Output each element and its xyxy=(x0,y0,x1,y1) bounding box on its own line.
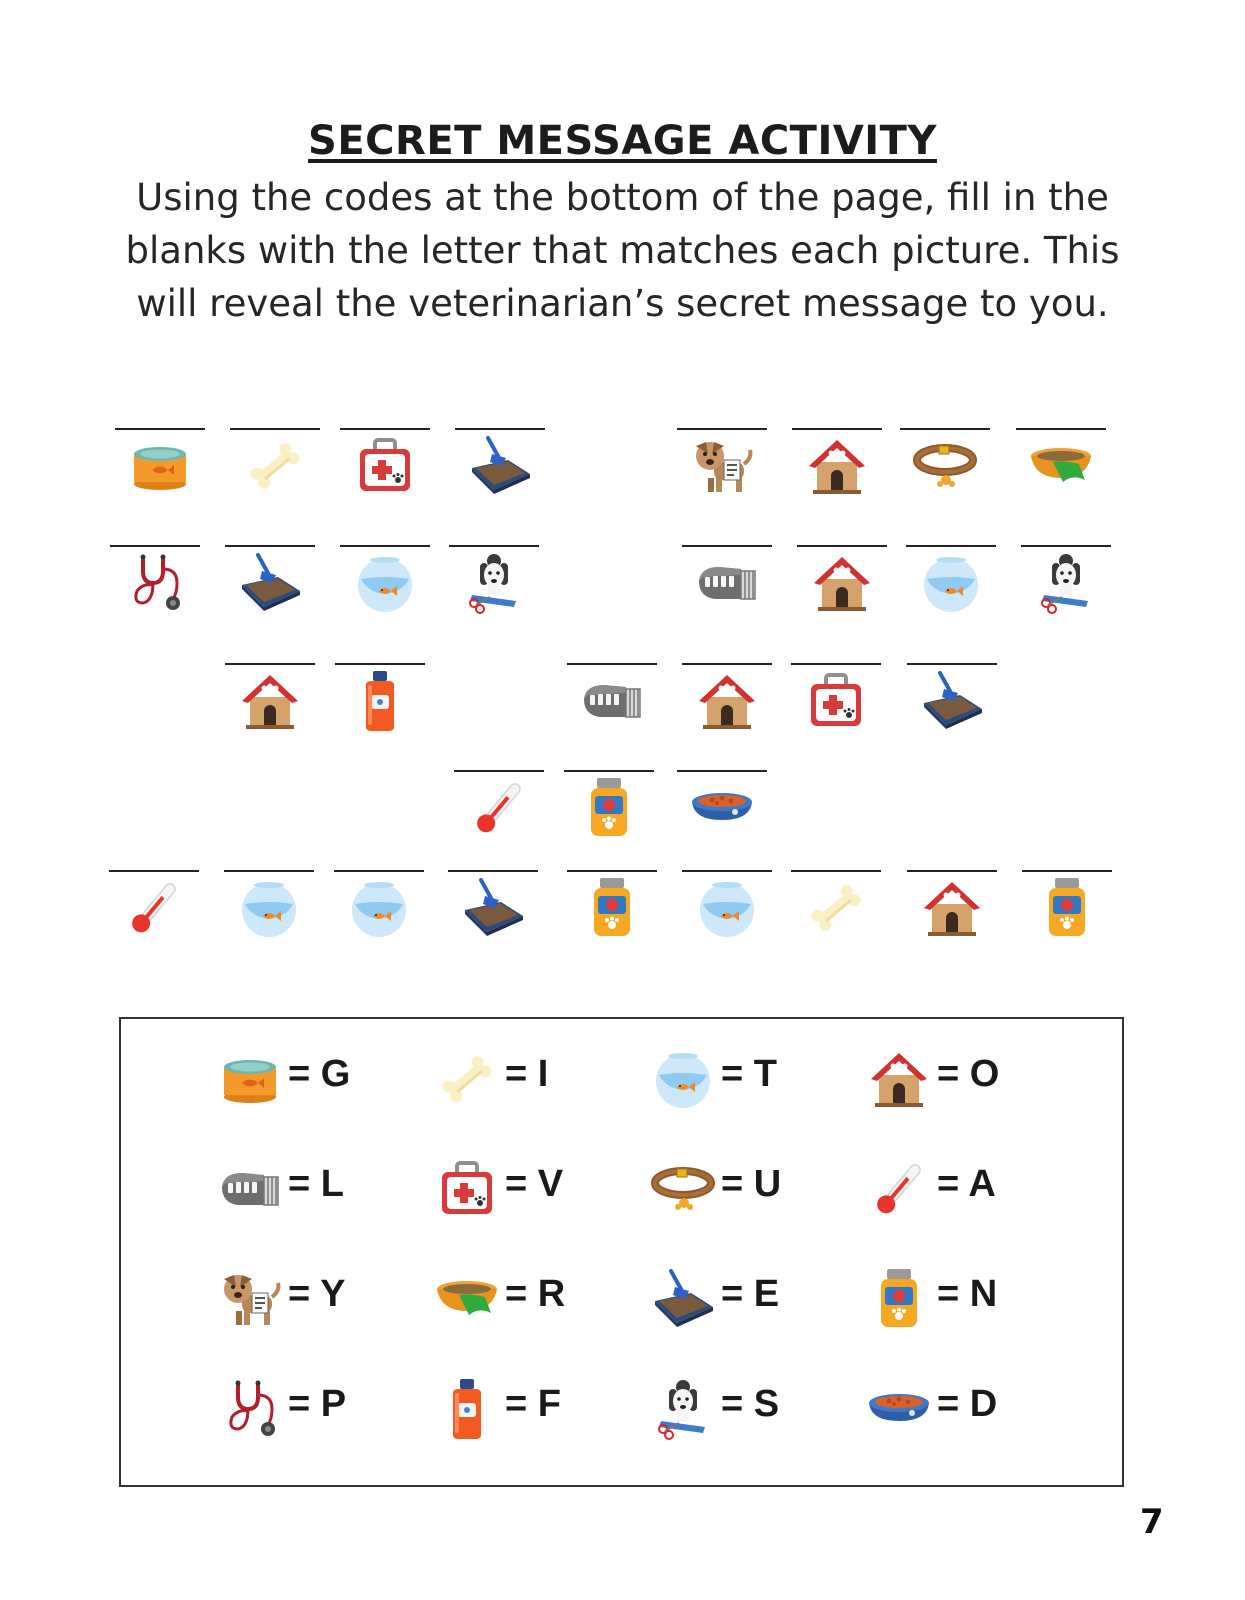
answer-line[interactable] xyxy=(682,663,772,665)
answer-line[interactable] xyxy=(791,663,881,665)
answer-line[interactable] xyxy=(567,870,657,872)
answer-blank[interactable] xyxy=(334,870,424,936)
answer-line[interactable] xyxy=(448,870,538,872)
fish-bowl-icon xyxy=(651,1047,715,1111)
answer-line[interactable] xyxy=(455,428,545,430)
answer-line[interactable] xyxy=(340,428,430,430)
key-letter: = L xyxy=(288,1163,344,1205)
bone-icon xyxy=(804,876,868,940)
answer-line[interactable] xyxy=(230,428,320,430)
page-title: SECRET MESSAGE ACTIVITY xyxy=(308,118,937,164)
answer-line[interactable] xyxy=(792,428,882,430)
litter-box-icon xyxy=(238,551,302,615)
page-number: 7 xyxy=(1140,1502,1164,1542)
cat-food-can-icon xyxy=(128,434,192,498)
pet-carrier-icon xyxy=(580,669,644,733)
dog-house-icon xyxy=(867,1047,931,1111)
key-letter: = O xyxy=(937,1053,1000,1095)
answer-blank[interactable] xyxy=(567,663,657,729)
answer-line[interactable] xyxy=(791,870,881,872)
dog-with-tag-icon xyxy=(218,1267,282,1331)
answer-blank[interactable] xyxy=(791,870,881,936)
answer-blank[interactable] xyxy=(900,428,990,494)
key-letter: = E xyxy=(721,1273,780,1315)
thermometer-icon xyxy=(122,876,186,940)
dog-house-icon xyxy=(238,669,302,733)
answer-line[interactable] xyxy=(225,545,315,547)
key-letter: = N xyxy=(937,1273,998,1315)
answer-line[interactable] xyxy=(1021,545,1111,547)
answer-line[interactable] xyxy=(454,770,544,772)
groomed-poodle-icon xyxy=(462,551,526,615)
instructions-line-3: will reveal the veterinarian’s secret message to you. xyxy=(136,282,1109,325)
answer-line[interactable] xyxy=(1022,870,1112,872)
groomed-poodle-icon xyxy=(1034,551,1098,615)
answer-line[interactable] xyxy=(334,870,424,872)
key-letter: = U xyxy=(721,1163,782,1205)
key-letter: = F xyxy=(505,1383,561,1425)
answer-blank[interactable] xyxy=(907,663,997,729)
fish-bowl-icon xyxy=(695,876,759,940)
thermometer-icon xyxy=(467,776,531,840)
answer-line[interactable] xyxy=(797,545,887,547)
bone-icon xyxy=(435,1047,499,1111)
pet-collar-icon xyxy=(651,1157,715,1221)
key-letter: = R xyxy=(505,1273,566,1315)
shampoo-bottle-icon xyxy=(348,669,412,733)
answer-line[interactable] xyxy=(907,663,997,665)
instructions-line-1: Using the codes at the bottom of the page, fill in the xyxy=(136,176,1109,219)
medicine-jar-icon xyxy=(580,876,644,940)
answer-blank[interactable] xyxy=(791,663,881,729)
dog-house-icon xyxy=(805,434,869,498)
answer-blank[interactable] xyxy=(1016,428,1106,494)
code-key-box xyxy=(119,1017,1124,1487)
first-aid-kit-icon xyxy=(804,669,868,733)
pet-carrier-icon xyxy=(695,551,759,615)
answer-line[interactable] xyxy=(449,545,539,547)
dog-house-icon xyxy=(810,551,874,615)
answer-line[interactable] xyxy=(677,428,767,430)
key-letter: = P xyxy=(288,1383,347,1425)
answer-blank[interactable] xyxy=(564,770,654,836)
fish-bowl-icon xyxy=(237,876,301,940)
food-bowl-icon xyxy=(690,776,754,840)
answer-line[interactable] xyxy=(110,545,200,547)
instructions-line-2: blanks with the letter that matches each picture. This xyxy=(125,229,1120,272)
answer-blank[interactable] xyxy=(906,545,996,611)
medicine-jar-icon xyxy=(1035,876,1099,940)
answer-line[interactable] xyxy=(564,770,654,772)
answer-blank[interactable] xyxy=(109,870,199,936)
medicine-jar-icon xyxy=(577,776,641,840)
litter-box-icon xyxy=(468,434,532,498)
answer-blank[interactable] xyxy=(110,545,200,611)
fish-bowl-icon xyxy=(353,551,417,615)
answer-line[interactable] xyxy=(900,428,990,430)
answer-blank[interactable] xyxy=(225,545,315,611)
answer-line[interactable] xyxy=(225,663,315,665)
pet-bed-icon xyxy=(435,1267,499,1331)
answer-blank[interactable] xyxy=(115,428,205,494)
answer-blank[interactable] xyxy=(682,870,772,936)
answer-blank[interactable] xyxy=(682,663,772,729)
answer-line[interactable] xyxy=(335,663,425,665)
key-letter: = Y xyxy=(288,1273,346,1315)
answer-line[interactable] xyxy=(224,870,314,872)
shampoo-bottle-icon xyxy=(435,1377,499,1441)
bone-icon xyxy=(243,434,307,498)
answer-line[interactable] xyxy=(567,663,657,665)
answer-blank[interactable] xyxy=(677,428,767,494)
food-bowl-icon xyxy=(867,1377,931,1441)
cat-food-can-icon xyxy=(218,1047,282,1111)
answer-line[interactable] xyxy=(907,870,997,872)
key-letter: = G xyxy=(288,1053,351,1095)
key-letter: = V xyxy=(505,1163,564,1205)
answer-blank[interactable] xyxy=(677,770,767,836)
answer-blank[interactable] xyxy=(682,545,772,611)
pet-carrier-icon xyxy=(218,1157,282,1221)
litter-box-icon xyxy=(920,669,984,733)
fish-bowl-icon xyxy=(919,551,983,615)
groomed-poodle-icon xyxy=(651,1377,715,1441)
answer-line[interactable] xyxy=(682,545,772,547)
answer-line[interactable] xyxy=(677,770,767,772)
dog-house-icon xyxy=(920,876,984,940)
answer-blank[interactable] xyxy=(1022,870,1112,936)
answer-line[interactable] xyxy=(115,428,205,430)
answer-blank[interactable] xyxy=(567,870,657,936)
answer-blank[interactable] xyxy=(230,428,320,494)
litter-box-icon xyxy=(651,1267,715,1331)
stethoscope-icon xyxy=(123,551,187,615)
answer-blank[interactable] xyxy=(449,545,539,611)
key-letter: = A xyxy=(937,1163,996,1205)
key-letter: = T xyxy=(721,1053,777,1095)
answer-line[interactable] xyxy=(906,545,996,547)
pet-collar-icon xyxy=(913,434,977,498)
dog-house-icon xyxy=(695,669,759,733)
fish-bowl-icon xyxy=(347,876,411,940)
first-aid-kit-icon xyxy=(353,434,417,498)
answer-line[interactable] xyxy=(682,870,772,872)
answer-line[interactable] xyxy=(109,870,199,872)
key-letter: = I xyxy=(505,1053,549,1095)
litter-box-icon xyxy=(461,876,525,940)
answer-blank[interactable] xyxy=(907,870,997,936)
answer-line[interactable] xyxy=(1016,428,1106,430)
key-letter: = D xyxy=(937,1383,998,1425)
answer-blank[interactable] xyxy=(797,545,887,611)
answer-blank[interactable] xyxy=(335,663,425,729)
answer-line[interactable] xyxy=(340,545,430,547)
answer-blank[interactable] xyxy=(225,663,315,729)
stethoscope-icon xyxy=(218,1377,282,1441)
answer-blank[interactable] xyxy=(454,770,544,836)
answer-blank[interactable] xyxy=(224,870,314,936)
answer-blank[interactable] xyxy=(1021,545,1111,611)
thermometer-icon xyxy=(867,1157,931,1221)
answer-blank[interactable] xyxy=(455,428,545,494)
answer-blank[interactable] xyxy=(340,428,430,494)
answer-blank[interactable] xyxy=(340,545,430,611)
answer-blank[interactable] xyxy=(792,428,882,494)
answer-blank[interactable] xyxy=(448,870,538,936)
medicine-jar-icon xyxy=(867,1267,931,1331)
first-aid-kit-icon xyxy=(435,1157,499,1221)
dog-with-tag-icon xyxy=(690,434,754,498)
pet-bed-icon xyxy=(1029,434,1093,498)
key-letter: = S xyxy=(721,1383,780,1425)
